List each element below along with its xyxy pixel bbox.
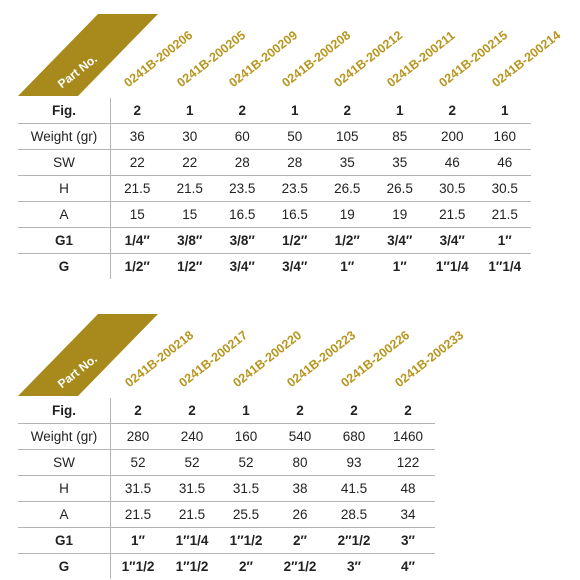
table-row xyxy=(18,98,531,124)
table-cell: 31.5 xyxy=(165,476,219,502)
table-cell: 1″1/4 xyxy=(488,259,522,274)
table-cell: 2 xyxy=(165,398,219,424)
table-cell: 1460 xyxy=(381,424,435,450)
table-cell: 52 xyxy=(219,450,273,476)
table-cell: 15 xyxy=(111,202,164,228)
row-label: G1 xyxy=(18,528,111,554)
table-cell: 2 xyxy=(111,398,166,424)
table-cell: 1″ xyxy=(479,228,532,254)
table-cell: 23.5 xyxy=(269,176,322,202)
table-cell: 36 xyxy=(111,124,164,150)
table-cell: 3/4″ xyxy=(374,228,427,254)
table-cell: 2″1/2 xyxy=(327,528,381,554)
table-cell: 21.5 xyxy=(111,502,166,528)
table-cell: 2″ xyxy=(239,559,253,574)
row-label: G1 xyxy=(18,228,111,254)
table-cell: 35 xyxy=(321,150,374,176)
table-cell: 93 xyxy=(327,450,381,476)
table-cell: 19 xyxy=(374,202,427,228)
table-cell: 1/2″ xyxy=(124,259,150,274)
table-cell: 28 xyxy=(269,150,322,176)
table-cell: 52 xyxy=(165,450,219,476)
part-no-banner-label: Part No. xyxy=(55,351,100,392)
part-number-header: 0241B-200209 xyxy=(226,28,301,91)
table-cell: 2 xyxy=(273,398,327,424)
part-number-header: 0241B-200223 xyxy=(284,328,359,390)
table-cell: 3/4″ xyxy=(282,259,308,274)
table-cell: 46 xyxy=(479,150,532,176)
table-cell: 30.5 xyxy=(479,176,532,202)
table-cell: 1 xyxy=(479,98,532,124)
table-cell: 2 xyxy=(321,98,374,124)
table-cell: 1″ xyxy=(392,259,407,274)
part-no-banner-label: Part No. xyxy=(55,51,100,92)
table-cell: 1/2″ xyxy=(177,259,203,274)
table-cell: 3″ xyxy=(381,528,435,554)
table-cell: 1″ xyxy=(111,528,166,554)
table-cell: 2″1/2 xyxy=(283,559,317,574)
table-row xyxy=(18,554,435,580)
table-cell: 38 xyxy=(273,476,327,502)
table-cell: 35 xyxy=(374,150,427,176)
table-cell: 26.5 xyxy=(321,176,374,202)
table-cell: 280 xyxy=(111,424,166,450)
table-row xyxy=(18,476,435,502)
table-cell: 1″ xyxy=(340,259,355,274)
row-label: Weight (gr) xyxy=(18,424,111,450)
table-cell: 16.5 xyxy=(269,202,322,228)
table-cell: 23.5 xyxy=(216,176,269,202)
table-cell: 50 xyxy=(269,124,322,150)
table-cell: 28.5 xyxy=(327,502,381,528)
table-cell: 48 xyxy=(381,476,435,502)
table-cell: 240 xyxy=(165,424,219,450)
table-cell: 1 xyxy=(164,98,217,124)
table-cell: 41.5 xyxy=(327,476,381,502)
part-number-header: 0241B-200218 xyxy=(122,328,197,390)
table-cell: 540 xyxy=(273,424,327,450)
table-cell: 26.5 xyxy=(374,176,427,202)
table-cell: 80 xyxy=(273,450,327,476)
table-cell: 1″1/4 xyxy=(435,259,469,274)
table-row xyxy=(18,254,531,280)
table-cell: 3/8″ xyxy=(216,228,269,254)
spec-table-block-1 xyxy=(0,0,580,280)
table-cell: 1″1/2 xyxy=(175,559,209,574)
table-cell: 21.5 xyxy=(164,176,217,202)
part-number-header: 0241B-200215 xyxy=(436,28,511,91)
table-cell: 21.5 xyxy=(426,202,479,228)
table-cell: 21.5 xyxy=(165,502,219,528)
table-cell: 46 xyxy=(426,150,479,176)
part-number-header: 0241B-200217 xyxy=(176,328,251,390)
table-cell: 19 xyxy=(321,202,374,228)
table-cell: 200 xyxy=(426,124,479,150)
spec-table-block-2 xyxy=(0,300,580,580)
row-label: Fig. xyxy=(18,98,111,124)
table-cell: 1 xyxy=(219,398,273,424)
table-cell: 122 xyxy=(381,450,435,476)
row-label: H xyxy=(18,476,111,502)
table-cell: 1″1/2 xyxy=(219,528,273,554)
table-cell: 1″1/4 xyxy=(165,528,219,554)
table-cell: 105 xyxy=(321,124,374,150)
part-number-header: 0241B-200220 xyxy=(230,328,305,390)
row-label: SW xyxy=(18,150,111,176)
table-row xyxy=(18,202,531,228)
row-label: G xyxy=(18,554,111,580)
table-row xyxy=(18,502,435,528)
part-number-header: 0241B-200205 xyxy=(174,28,248,91)
spec-table xyxy=(18,398,435,579)
table-cell: 1/2″ xyxy=(269,228,322,254)
table-cell: 21.5 xyxy=(479,202,532,228)
row-label: H xyxy=(18,176,111,202)
table-cell: 1 xyxy=(269,98,322,124)
table-cell: 85 xyxy=(374,124,427,150)
part-number-header: 0241B-200212 xyxy=(331,28,406,91)
table-cell: 21.5 xyxy=(111,176,164,202)
table-cell: 52 xyxy=(111,450,166,476)
table-cell: 3/8″ xyxy=(164,228,217,254)
table-row xyxy=(18,124,531,150)
part-number-header: 0241B-200214 xyxy=(489,28,563,91)
row-label: SW xyxy=(18,450,111,476)
table-cell: 28 xyxy=(216,150,269,176)
table-row xyxy=(18,150,531,176)
row-label: A xyxy=(18,502,111,528)
table-cell: 2 xyxy=(381,398,435,424)
table-row xyxy=(18,450,435,476)
row-label: G xyxy=(18,254,111,280)
table-cell: 31.5 xyxy=(219,476,273,502)
table-cell: 22 xyxy=(111,150,164,176)
table-cell: 2 xyxy=(426,98,479,124)
table-cell: 30 xyxy=(164,124,217,150)
row-label: Weight (gr) xyxy=(18,124,111,150)
table-row xyxy=(18,424,435,450)
table-cell: 34 xyxy=(381,502,435,528)
part-number-header: 0241B-200211 xyxy=(384,28,458,90)
table-cell: 3/4″ xyxy=(229,259,255,274)
table-cell: 26 xyxy=(273,502,327,528)
row-label: A xyxy=(18,202,111,228)
table-cell: 2 xyxy=(216,98,269,124)
part-number-header: 0241B-200206 xyxy=(121,28,196,91)
table-cell: 30.5 xyxy=(426,176,479,202)
table-cell: 16.5 xyxy=(216,202,269,228)
table-cell: 2 xyxy=(111,98,164,124)
part-number-header: 0241B-200226 xyxy=(338,328,413,390)
spec-table xyxy=(18,98,531,279)
table-cell: 1/2″ xyxy=(321,228,374,254)
table-cell: 1 xyxy=(374,98,427,124)
table-cell: 15 xyxy=(164,202,217,228)
table-cell: 3/4″ xyxy=(426,228,479,254)
table-row xyxy=(18,176,531,202)
table-row xyxy=(18,528,435,554)
part-number-header: 0241B-200233 xyxy=(392,328,467,390)
table-row xyxy=(18,398,435,424)
table-cell: 680 xyxy=(327,424,381,450)
part-number-header: 0241B-200208 xyxy=(279,28,353,91)
table-cell: 22 xyxy=(164,150,217,176)
table-cell: 60 xyxy=(216,124,269,150)
table-row xyxy=(18,228,531,254)
row-label: Fig. xyxy=(18,398,111,424)
table-cell: 4″ xyxy=(401,559,415,574)
table-cell: 2″ xyxy=(273,528,327,554)
table-cell: 3″ xyxy=(347,559,361,574)
table-cell: 25.5 xyxy=(219,502,273,528)
table-cell: 31.5 xyxy=(111,476,166,502)
table-cell: 2 xyxy=(327,398,381,424)
table-cell: 160 xyxy=(479,124,532,150)
table-cell: 1/4″ xyxy=(111,228,164,254)
table-cell: 1″1/2 xyxy=(121,559,155,574)
table-cell: 160 xyxy=(219,424,273,450)
